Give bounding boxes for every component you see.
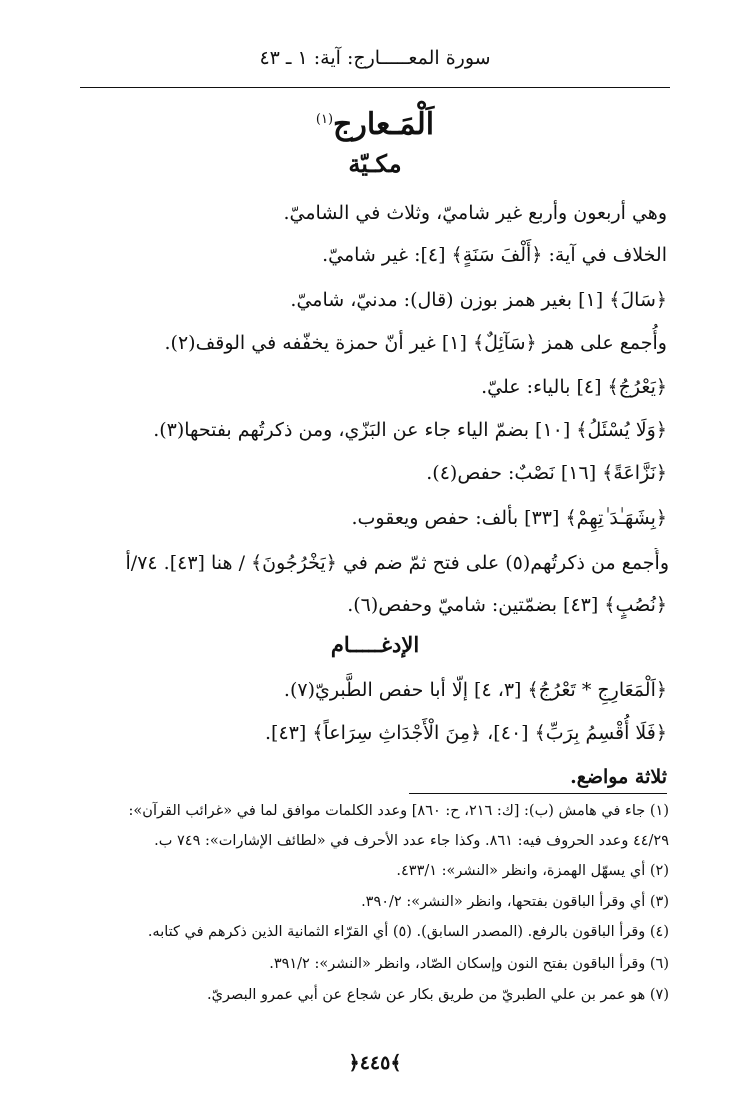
surah-title [80,98,670,147]
body-line-4: وأُجمع على همز ﴿سَآئِلٌ﴾ [١] غير أنّ حمزة يخفّفه في الوقف(٢). [164,332,667,354]
surah-footnote-marker: (١) [315,112,334,127]
idgham-heading: الإدغـــــام [330,632,420,657]
header-divider [80,87,670,88]
footnote-7: (٧) هو عمر بن علي الطبريّ من طريق بكار عن شجاع عن أبي عمرو البصريّ. [207,987,669,1003]
idgham-line-1: ﴿اَلْمَعَارِجِ * تَعْرُجُ﴾ [٣، ٤] إلّا أبا حفص الطَّبريّ(٧). [283,679,667,701]
surah-name: اَلْمَـعارج [333,107,435,142]
footnote-1-continued: ٤٤/٢٩ وعدد الحروف فيه: ٨٦١. وكذا جاء عدد الأحرف في «لطائف الإشارات»: ٧٤٩ ب. [154,833,669,849]
idgham-line-2: ﴿فَلَا أُقْسِمُ بِرَبِّ﴾ [٤٠]، ﴿مِنَ الْأَجْدَاثِ سِرَاعاً﴾ [٤٣]. [265,722,667,744]
body-line-6: ﴿وَلَا يُسْئَلُ﴾ [١٠] بضمّ الياء جاء عن البَزّي، ومن ذكرتُهم بفتحها(٣). [153,419,667,441]
body-line-2: الخلاف في آية: ﴿أَلْفَ سَنَةٍ﴾ [٤]: غير شاميّ. [322,244,667,266]
surah-type: مكـيّة [348,149,402,178]
page-number: ﴿٤٤٥﴾ [348,1052,402,1074]
body-line-9: وأُجمع من ذكرتُهم(٥) على فتح ثمّ ضم في ﴿يَخْرُجُونَ﴾ / هنا [٤٣]. ٧٤/أ [125,552,669,574]
running-header: سورة المعـــــارج: آية: ١ ـ ٤٣ [259,47,491,69]
footnote-4-5: (٤) وقرأ الباقون بالرفع. (المصدر السابق). (٥) أي القرّاء الثمانية الذين ذكرهم في كتابه. [147,924,669,940]
footnote-2: (٢) أي يسهّل الهمزة، وانظر «النشر»: ٤٣٣/١. [396,863,669,879]
body-line-10: ﴿نُصُبٍ﴾ [٤٣] بضمّتين: شاميّ وحفص(٦). [347,594,667,616]
body-line-7: ﴿نَزَّاعَةً﴾ [١٦] نَصْبٌ: حفص(٤). [426,462,667,484]
body-line-1: وهي أربعون وأربع غير شاميّ، وثلاث في الشاميّ. [283,202,667,224]
footnote-3: (٣) أي وقرأ الباقون بفتحها، وانظر «النشر»: ٣٩٠/٢. [361,894,669,910]
body-line-8: ﴿بِشَهَـٰدَ ٰتِهِمْ﴾ [٣٣] بألف: حفص ويعقوب. [351,507,667,529]
body-line-3: ﴿سَالَ﴾ [١] بغير همز بوزن (قال): مدنيّ، شاميّ. [290,289,667,311]
footnote-6: (٦) وقرأ الباقون بفتح النون وإسكان الصّاد، وانظر «النشر»: ٣٩١/٢. [269,956,669,972]
body-line-5: ﴿يَعْرُجُ﴾ [٤] بالياء: عليّ. [481,376,667,398]
idgham-count: ثلاثة مواضع. [570,766,667,788]
footnote-divider [409,793,667,794]
footnote-1: (١) جاء في هامش (ب): [ك: ٢١٦، ح: ٨٦٠] وعدد الكلمات موافق لما في «غرائب القرآن»: [128,803,669,819]
